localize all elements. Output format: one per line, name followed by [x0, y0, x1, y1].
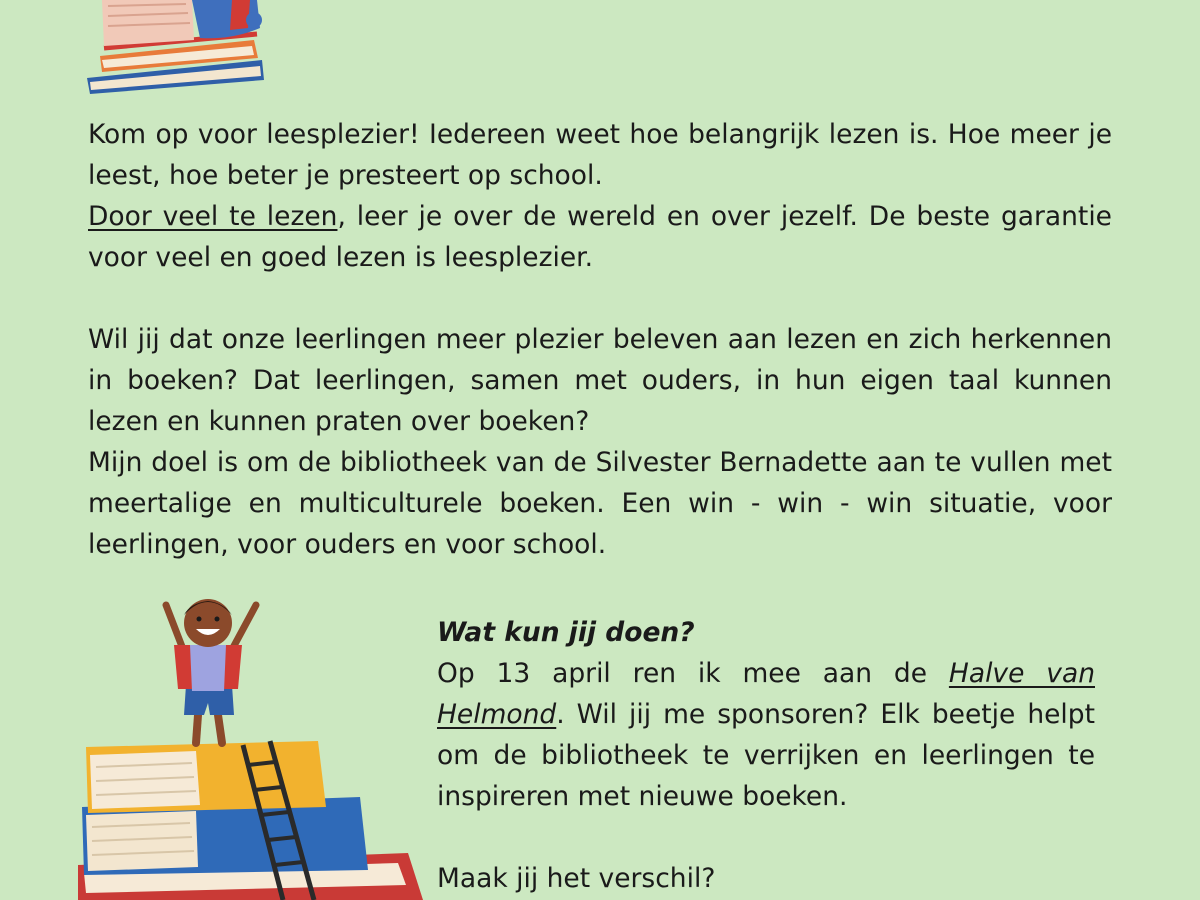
- intro-paragraph: [88, 196, 1112, 278]
- call-to-action: [437, 612, 1095, 899]
- read-more-link[interactable]: Door veel te lezen: [88, 201, 338, 232]
- intro-paragraph: Kom op voor leesplezier! Iedereen weet hoe belangrijk lezen is. Hoe meer je leest, hoe beter je presteert op school.: [88, 119, 1112, 191]
- book-stack-icon: [82, 0, 272, 100]
- intro-paragraph: Mijn doel is om de bibliotheek van de Silvester Bernadette aan te vullen met meertalige en multiculturele boeken. Een win - win - win situatie, voor leerlingen, voor ouders en voor school.: [88, 447, 1112, 560]
- section-heading: Wat kun jij doen?: [437, 617, 695, 648]
- child-on-books-icon: [78, 585, 423, 900]
- action-text: . Wil jij me sponsoren? Elk beetje helpt om de bibliotheek te verrijken en leerlingen te inspireren met nieuwe boeken.: [437, 699, 1095, 812]
- intro-paragraph-rest: , leer je over de wereld en over jezelf. De beste garantie voor veel en goed lezen is leesplezier.: [88, 201, 1112, 273]
- closing-question: Maak jij het verschil?: [437, 863, 716, 894]
- action-paragraph: [437, 653, 1095, 817]
- action-text: Op 13 april ren ik mee aan de: [437, 658, 949, 689]
- intro-paragraph: Wil jij dat onze leerlingen meer plezier beleven aan lezen en zich herkennen in boeken? Dat leerlingen, samen met ouders, in hun eigen taal kunnen lezen en kunnen praten over boeken?: [88, 324, 1112, 437]
- halve-van-helmond-link[interactable]: Halve van Helmond: [437, 658, 1095, 730]
- intro-text: [88, 114, 1112, 565]
